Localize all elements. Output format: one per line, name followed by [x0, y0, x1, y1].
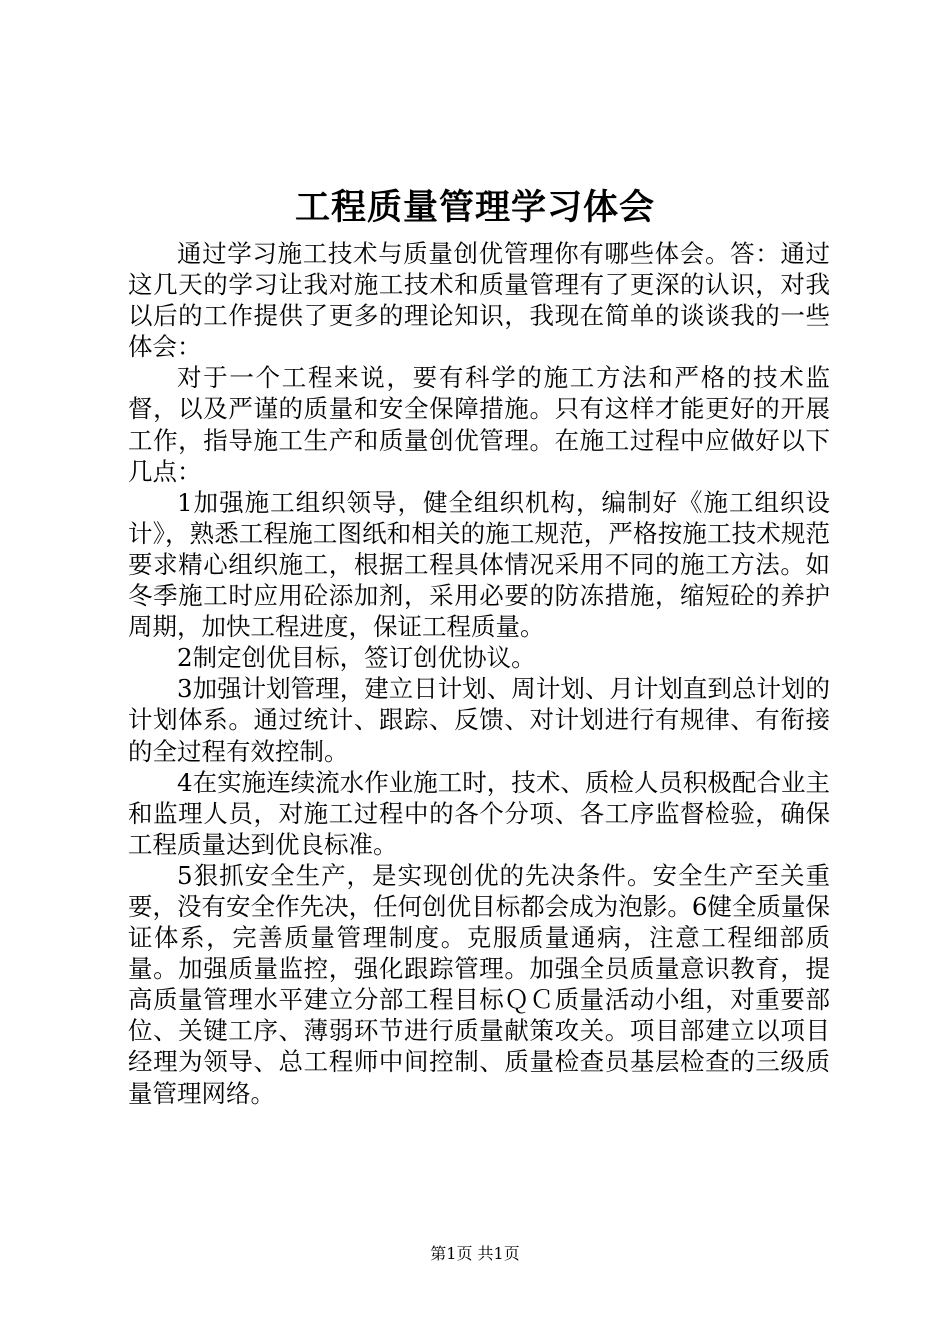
page-footer: 第1页 共1页: [430, 1244, 520, 1263]
paragraph: 2制定创优目标，签订创优协议。: [177, 643, 536, 673]
paragraph: 4在实施连续流水作业施工时，技术、质检人员积极配合业主和监理人员，对施工过程中的各个分项、各工序监督检验，确保工程质量达到优良标准。: [128, 767, 830, 859]
paragraph: 通过学习施工技术与质量创优管理你有哪些体会。答：通过这几天的学习让我对施工技术和质量管理有了更深的认识，对我以后的工作提供了更多的理论知识，我现在简单的谈谈我的一些体会：: [128, 239, 830, 362]
paragraph: 对于一个工程来说，要有科学的施工方法和严格的技术监督，以及严谨的质量和安全保障措施。只有这样才能更好的开展工作，指导施工生产和质量创优管理。在施工过程中应做好以下几点：: [128, 363, 830, 486]
paragraph: 1加强施工组织领导，健全组织机构，编制好《施工组织设计》，熟悉工程施工图纸和相关的施工规范，严格按施工技术规范要求精心组织施工，根据工程具体情况采用不同的施工方法。如冬季施工时应用砼添加剂，采用必要的防冻措施，缩短砼的养护周期，加快工程进度，保证工程质量。: [128, 487, 830, 642]
paragraph: 3加强计划管理，建立日计划、周计划、月计划直到总计划的计划体系。通过统计、跟踪、反馈、对计划进行有规律、有衔接的全过程有效控制。: [128, 674, 830, 766]
document-body: [128, 238, 830, 1109]
document-title: 工程质量管理学习体会: [294, 187, 655, 228]
paragraph: 5狠抓安全生产，是实现创优的先决条件。安全生产至关重要，没有安全作先决，任何创优目标都会成为泡影。6健全质量保证体系，完善质量管理制度。克服质量通病，注意工程细部质量。加强质量监控，强化跟踪管理。加强全员质量意识教育，提高质量管理水平建立分部工程目标ＱＣ质量活动小组，对重要部位、关键工序、薄弱环节进行质量献策攻关。项目部建立以项目经理为领导、总工程师中间控制、质量检查员基层检查的三级质量管理网络。: [128, 860, 830, 1108]
